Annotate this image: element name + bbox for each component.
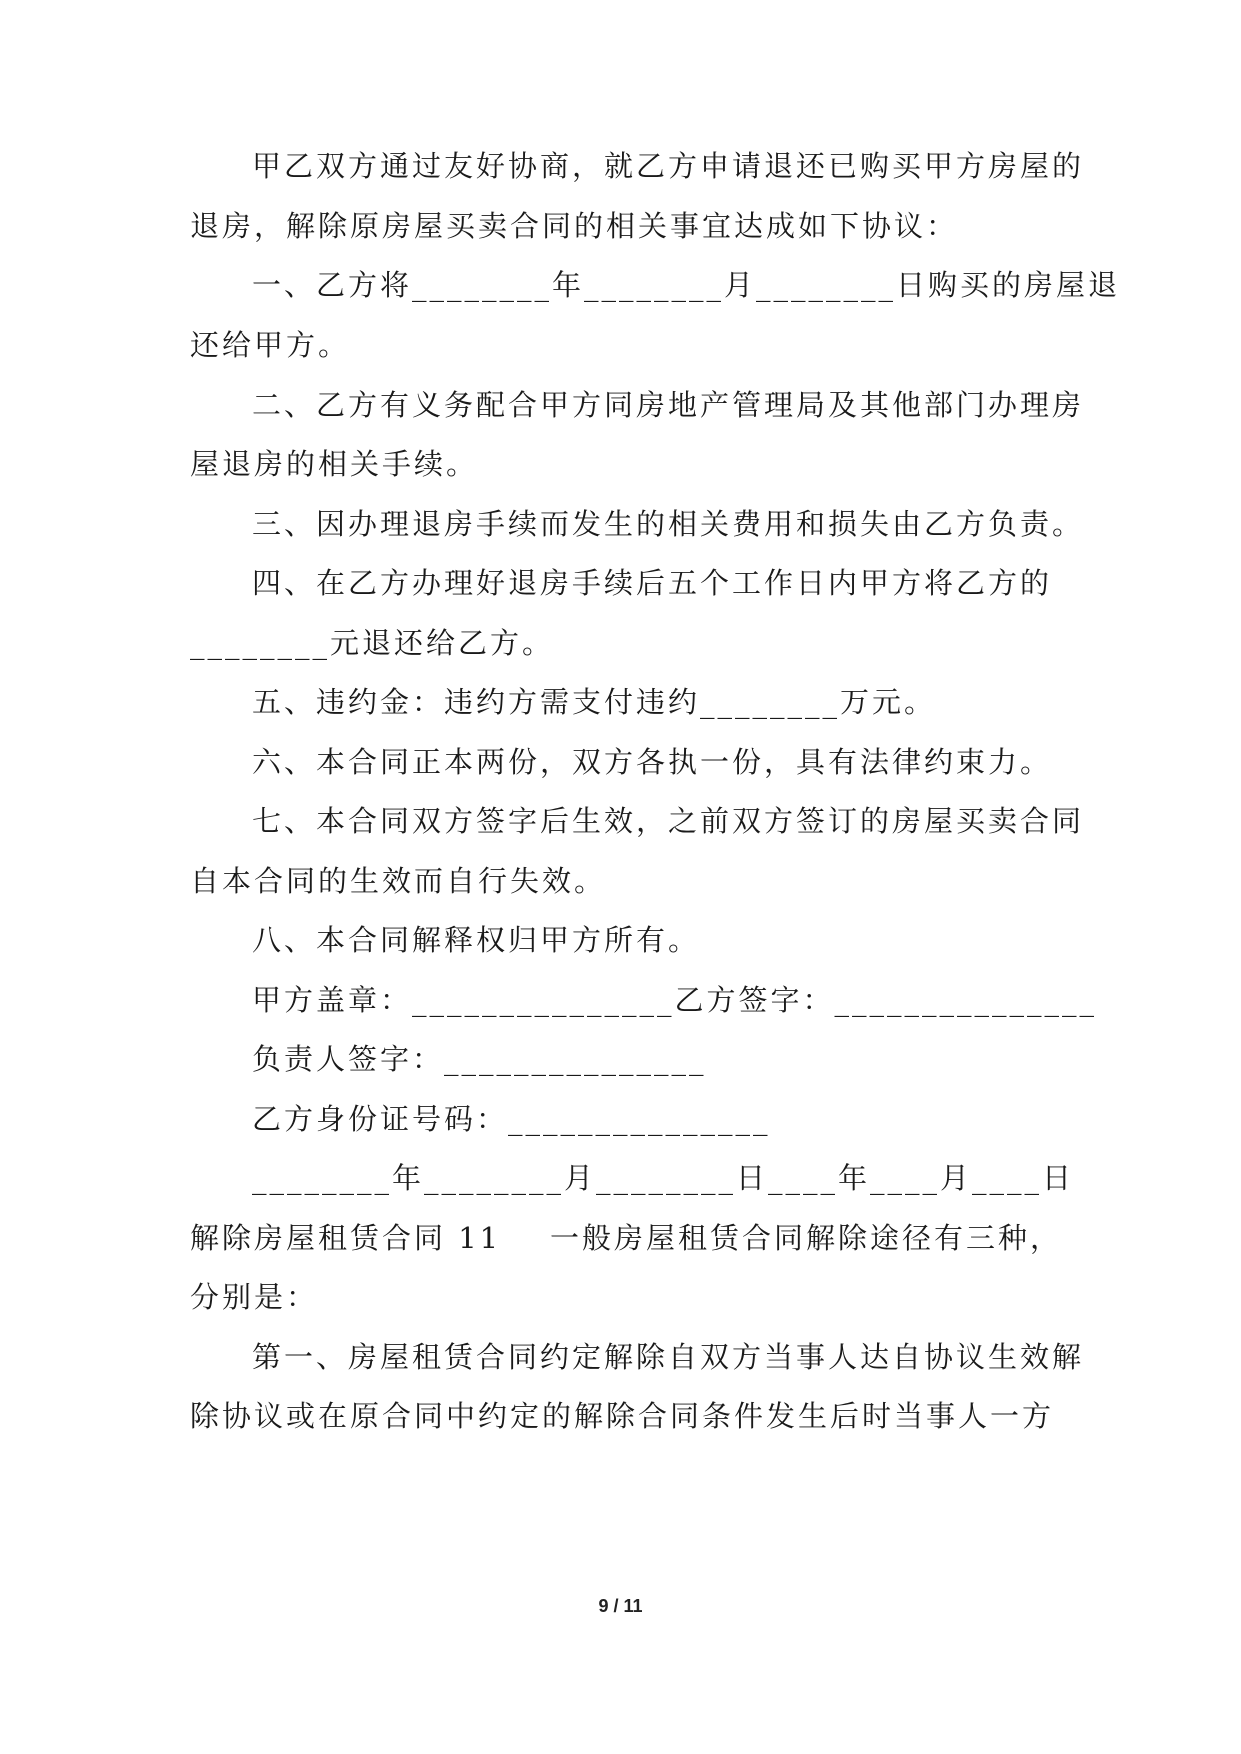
- clause-6-line: 六、本合同正本两份，双方各执一份，具有法律约束力。: [252, 745, 1053, 779]
- section-heading-line-1: 解除房屋租赁合同 11 一般房屋租赁合同解除途径有三种，: [190, 1221, 1062, 1255]
- clause-1-line-1: 一、乙方将________年________月________日购买的房屋退: [252, 268, 1121, 302]
- page-number: 9 / 11: [598, 1596, 643, 1616]
- clause-4-line-1: 四、在乙方办理好退房手续后五个工作日内甲方将乙方的: [252, 566, 1053, 600]
- clause-5-line: 五、违约金：违约方需支付违约________万元。: [252, 685, 937, 719]
- signature-parties-line: 甲方盖章：_______________乙方签字：_______________: [252, 983, 1098, 1017]
- section-heading-line-2: 分别是：: [190, 1280, 319, 1314]
- clause-2-line-2: 屋退房的相关手续。: [190, 447, 479, 481]
- clause-2-line-1: 二、乙方有义务配合甲方同房地产管理局及其他部门办理房: [252, 388, 1085, 422]
- clause-1-line-2: 还给甲方。: [190, 328, 351, 362]
- clause-4-line-2: ________元退还给乙方。: [190, 626, 555, 660]
- paragraph-first-line-1: 第一、房屋租赁合同约定解除自双方当事人达自协议生效解: [252, 1340, 1085, 1374]
- id-number-line: 乙方身份证号码：_______________: [252, 1102, 771, 1136]
- clause-8-line: 八、本合同解释权归甲方所有。: [252, 923, 701, 957]
- date-line: ________年________月________日____年____月____日: [252, 1161, 1075, 1195]
- responsible-person-line: 负责人签字：_______________: [252, 1042, 707, 1076]
- paragraph-intro-line-1: 甲乙双方通过友好协商，就乙方申请退还已购买甲方房屋的: [252, 149, 1085, 183]
- clause-7-line-2: 自本合同的生效而自行失效。: [190, 864, 607, 898]
- paragraph-first-line-2: 除协议或在原合同中约定的解除合同条件发生后时当事人一方: [190, 1399, 1055, 1433]
- clause-7-line-1: 七、本合同双方签字后生效，之前双方签订的房屋买卖合同: [252, 804, 1085, 838]
- clause-3-line: 三、因办理退房手续而发生的相关费用和损失由乙方负责。: [252, 507, 1085, 541]
- paragraph-intro-line-2: 退房，解除原房屋买卖合同的相关事宜达成如下协议：: [190, 209, 959, 243]
